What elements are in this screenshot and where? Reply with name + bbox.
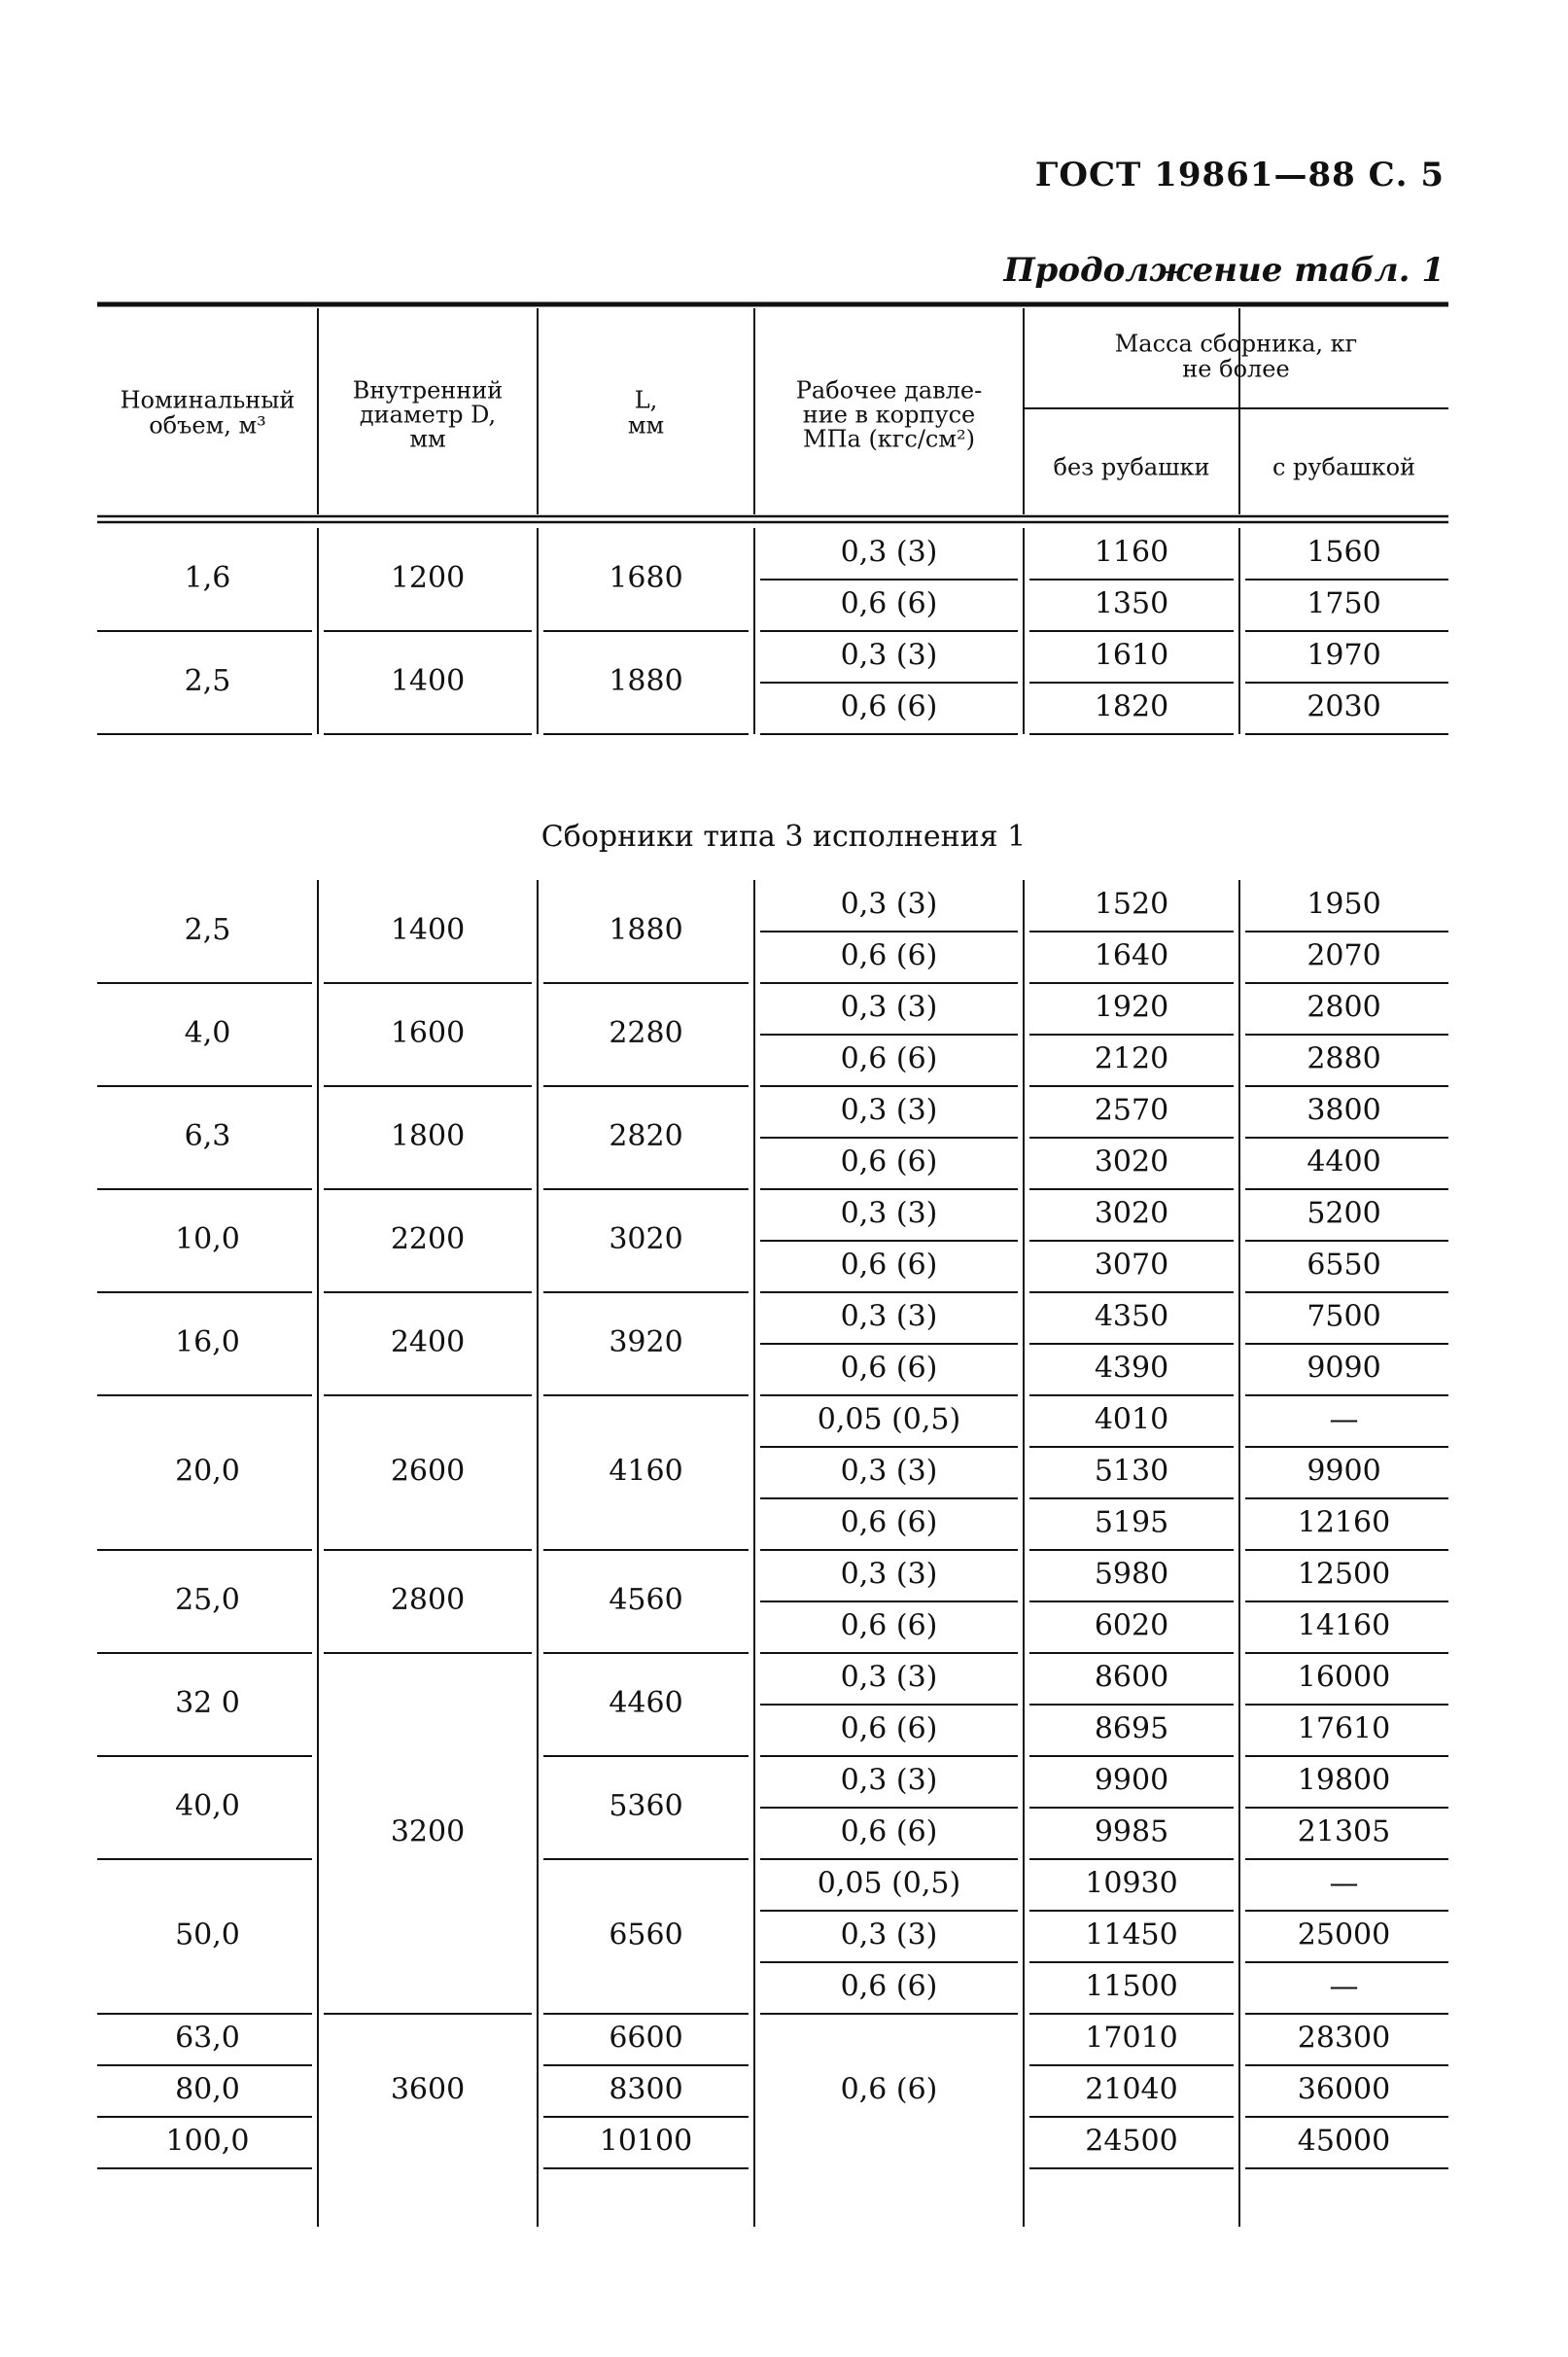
cell-mass-jacket: 25000	[1297, 1917, 1391, 1952]
cell-pressure: 0,3 (3)	[840, 1763, 938, 1798]
cell-diameter: 1200	[390, 561, 466, 595]
cell-length: 1880	[609, 913, 683, 947]
cell-mass-no-jacket: 4010	[1094, 1402, 1169, 1437]
cell-pressure: 0,6 (6)	[840, 1351, 938, 1386]
header-length: мм	[627, 411, 665, 440]
header-mass: не более	[1182, 355, 1290, 383]
cell-volume: 80,0	[175, 2072, 240, 2107]
header-pressure: ние в корпусе	[802, 401, 976, 429]
cell-mass-no-jacket: 2120	[1094, 1041, 1169, 1076]
cell-pressure: 0,3 (3)	[840, 1093, 938, 1128]
cell-pressure: 0,6 (6)	[840, 586, 938, 621]
cell-mass-jacket: 17610	[1297, 1711, 1391, 1746]
cell-diameter: 1600	[390, 1016, 466, 1050]
page-header: ГОСТ 19861—88 С. 5	[1034, 156, 1445, 194]
cell-pressure: 0,3 (3)	[840, 1660, 938, 1695]
cell-mass-jacket: 7500	[1307, 1299, 1381, 1334]
cell-mass-jacket: 5200	[1307, 1196, 1381, 1231]
cell-mass-no-jacket: 8600	[1094, 1660, 1169, 1695]
cell-mass-jacket: 9090	[1307, 1351, 1381, 1386]
cell-mass-no-jacket: 1920	[1094, 990, 1169, 1025]
cell-pressure: 0,6 (6)	[840, 2072, 938, 2107]
cell-volume: 6,3	[184, 1119, 231, 1153]
cell-mass-jacket: 45000	[1297, 2124, 1391, 2159]
header-mass-jacket: с рубашкой	[1272, 453, 1416, 481]
cell-pressure: 0,3 (3)	[840, 1454, 938, 1489]
cell-mass-jacket: 2030	[1307, 689, 1381, 724]
cell-mass-jacket: 1950	[1307, 887, 1381, 922]
cell-length: 6560	[609, 1917, 683, 1952]
cell-volume: 16,0	[175, 1325, 240, 1359]
cell-mass-jacket: 36000	[1297, 2072, 1391, 2107]
cell-mass-no-jacket: 3020	[1094, 1196, 1169, 1231]
cell-volume: 10,0	[175, 1222, 240, 1256]
cell-pressure: 0,05 (0,5)	[817, 1402, 961, 1437]
cell-pressure: 0,6 (6)	[840, 1505, 938, 1540]
cell-pressure: 0,6 (6)	[840, 1041, 938, 1076]
cell-mass-jacket: 21305	[1297, 1814, 1391, 1849]
cell-mass-jacket: 1970	[1307, 638, 1381, 673]
cell-mass-no-jacket: 1160	[1094, 535, 1169, 570]
cell-volume: 2,5	[184, 664, 231, 698]
header-diameter: Внутренний	[352, 376, 504, 405]
cell-length: 8300	[609, 2072, 683, 2107]
cell-volume: 25,0	[175, 1583, 240, 1617]
cell-diameter: 2200	[390, 1222, 466, 1256]
cell-mass-no-jacket: 2570	[1094, 1093, 1169, 1128]
cell-length: 2280	[609, 1016, 683, 1050]
cell-length: 4560	[609, 1583, 683, 1617]
cell-diameter: 3600	[390, 2072, 466, 2107]
cell-mass-no-jacket: 5195	[1094, 1505, 1169, 1540]
cell-diameter: 2600	[390, 1454, 466, 1489]
section-title: Сборники типа 3 исполнения 1	[540, 820, 1027, 854]
cell-mass-no-jacket: 8695	[1094, 1711, 1169, 1746]
cell-mass-no-jacket: 1520	[1094, 887, 1169, 922]
header-mass: Масса сборника, кг	[1114, 330, 1358, 358]
cell-mass-no-jacket: 4350	[1094, 1299, 1169, 1334]
cell-length: 3920	[609, 1325, 683, 1359]
cell-pressure: 0,3 (3)	[840, 887, 938, 922]
cell-mass-jacket: 2070	[1307, 938, 1381, 973]
cell-mass-jacket: 6550	[1307, 1248, 1381, 1283]
cell-mass-jacket: 2800	[1307, 990, 1381, 1025]
cell-volume: 32 0	[175, 1686, 240, 1720]
cell-pressure: 0,6 (6)	[840, 1814, 938, 1849]
cell-length: 4460	[609, 1686, 683, 1720]
cell-pressure: 0,6 (6)	[840, 1144, 938, 1179]
header-diameter: мм	[409, 425, 446, 453]
cell-diameter: 1400	[390, 913, 466, 947]
cell-mass-no-jacket: 3020	[1094, 1144, 1169, 1179]
cell-mass-no-jacket: 24500	[1085, 2124, 1178, 2159]
cell-length: 2820	[609, 1119, 683, 1153]
cell-pressure: 0,6 (6)	[840, 938, 938, 973]
header-mass-no-jacket: без рубашки	[1053, 453, 1210, 481]
cell-pressure: 0,6 (6)	[840, 689, 938, 724]
cell-mass-no-jacket: 4390	[1094, 1351, 1169, 1386]
cell-pressure: 0,3 (3)	[840, 638, 938, 673]
cell-pressure: 0,3 (3)	[840, 1917, 938, 1952]
cell-mass-jacket: —	[1329, 1402, 1359, 1437]
cell-mass-no-jacket: 1610	[1094, 638, 1169, 673]
cell-mass-jacket: 3800	[1307, 1093, 1381, 1128]
header-volume: объем, м³	[149, 411, 266, 440]
cell-mass-jacket: 16000	[1297, 1660, 1391, 1695]
cell-mass-no-jacket: 11500	[1085, 1969, 1178, 2004]
cell-mass-jacket: 4400	[1307, 1144, 1381, 1179]
cell-mass-no-jacket: 11450	[1085, 1917, 1178, 1952]
cell-pressure: 0,6 (6)	[840, 1608, 938, 1643]
cell-volume: 20,0	[175, 1454, 240, 1489]
cell-pressure: 0,3 (3)	[840, 1196, 938, 1231]
cell-mass-jacket: 12160	[1297, 1505, 1391, 1540]
cell-mass-no-jacket: 21040	[1085, 2072, 1178, 2107]
cell-mass-no-jacket: 17010	[1085, 2021, 1178, 2056]
cell-mass-no-jacket: 10930	[1085, 1866, 1178, 1901]
cell-pressure: 0,3 (3)	[840, 1299, 938, 1334]
cell-mass-jacket: —	[1329, 1866, 1359, 1901]
cell-mass-no-jacket: 1350	[1094, 586, 1169, 621]
cell-volume: 4,0	[184, 1016, 231, 1050]
cell-mass-jacket: 1750	[1307, 586, 1381, 621]
cell-volume: 50,0	[175, 1917, 240, 1952]
header-diameter: диаметр D,	[359, 401, 497, 429]
cell-mass-no-jacket: 3070	[1094, 1248, 1169, 1283]
cell-mass-no-jacket: 5980	[1094, 1557, 1169, 1592]
cell-mass-jacket: 9900	[1307, 1454, 1381, 1489]
cell-mass-no-jacket: 1640	[1094, 938, 1169, 973]
cell-mass-jacket: 28300	[1297, 2021, 1391, 2056]
cell-mass-jacket: —	[1329, 1969, 1359, 2004]
cell-diameter: 1800	[390, 1119, 466, 1153]
cell-pressure: 0,3 (3)	[840, 1557, 938, 1592]
cell-diameter: 1400	[390, 664, 466, 698]
cell-volume: 2,5	[184, 913, 231, 947]
cell-mass-jacket: 12500	[1297, 1557, 1391, 1592]
table-continuation-caption: Продолжение табл. 1	[1003, 251, 1445, 290]
header-pressure: МПа (кгс/см²)	[803, 425, 975, 453]
cell-length: 10100	[599, 2124, 693, 2159]
cell-volume: 100,0	[165, 2124, 250, 2159]
cell-length: 4160	[609, 1454, 683, 1489]
cell-pressure: 0,05 (0,5)	[817, 1866, 961, 1901]
cell-volume: 63,0	[175, 2021, 240, 2056]
cell-diameter: 2400	[390, 1325, 466, 1359]
cell-mass-jacket: 14160	[1297, 1608, 1391, 1643]
cell-length: 6600	[609, 2021, 683, 2056]
cell-length: 1680	[609, 561, 683, 595]
cell-volume: 40,0	[175, 1789, 240, 1823]
cell-mass-no-jacket: 1820	[1094, 689, 1169, 724]
cell-diameter: 3200	[390, 1814, 466, 1849]
header-pressure: Рабочее давле-	[795, 376, 983, 405]
cell-pressure: 0,6 (6)	[840, 1711, 938, 1746]
cell-mass-no-jacket: 9985	[1094, 1814, 1169, 1849]
cell-length: 1880	[609, 664, 683, 698]
cell-pressure: 0,3 (3)	[840, 990, 938, 1025]
cell-mass-no-jacket: 6020	[1094, 1608, 1169, 1643]
cell-pressure: 0,3 (3)	[840, 535, 938, 570]
cell-length: 3020	[609, 1222, 683, 1256]
cell-mass-no-jacket: 9900	[1094, 1763, 1169, 1798]
cell-volume: 1,6	[184, 561, 231, 595]
header-length: L,	[634, 386, 658, 414]
cell-mass-jacket: 1560	[1307, 535, 1381, 570]
cell-mass-jacket: 19800	[1297, 1763, 1391, 1798]
cell-length: 5360	[609, 1789, 683, 1823]
header-volume: Номинальный	[120, 386, 296, 414]
cell-diameter: 2800	[390, 1583, 466, 1617]
cell-pressure: 0,6 (6)	[840, 1248, 938, 1283]
cell-mass-no-jacket: 5130	[1094, 1454, 1169, 1489]
cell-pressure: 0,6 (6)	[840, 1969, 938, 2004]
cell-mass-jacket: 2880	[1307, 1041, 1381, 1076]
